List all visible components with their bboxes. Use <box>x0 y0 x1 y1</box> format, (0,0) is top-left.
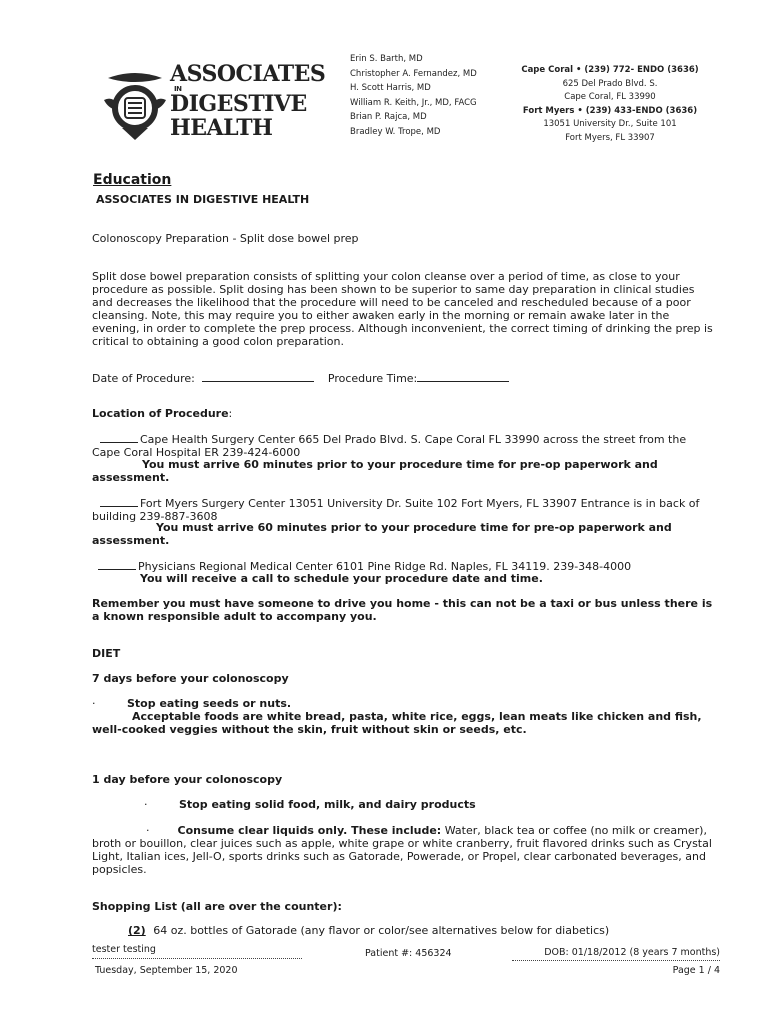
logo-word-in: IN <box>174 85 182 93</box>
logo-word-digestive: DIGESTIVE <box>170 91 307 117</box>
shopping-heading: Shopping List (all are over the counter): <box>92 900 342 913</box>
seven-days-heading: 7 days before your colonoscopy <box>92 672 289 685</box>
location-naples-note: You will receive a call to schedule your procedure date and time. <box>140 572 543 585</box>
one-day-heading: 1 day before your colonoscopy <box>92 773 283 786</box>
clear-liquids-list: Water, black tea or coffee (no milk or creamer), broth or bouillon, clear juices such as apple, white grape or white cranberry, fruit flavored drinks such as Crystal Light, Italian ices, Jell-O, sports drinks such as Gatorade, Powerade, or Propel, clear carbonated beverages, and popsicles. <box>92 824 712 876</box>
doctor-list <box>350 52 477 139</box>
section-title: Education <box>93 172 172 188</box>
location-fortmyers-note: You must arrive 60 minutes prior to your procedure time for pre-op paperwork and assessment. <box>92 521 672 547</box>
logo-word-health: HEALTH <box>170 115 273 141</box>
footer-patient-name: tester testing <box>92 944 302 959</box>
logo-word-associates: ASSOCIATES <box>170 61 326 87</box>
footer-page-number: Page 1 / 4 <box>672 965 720 976</box>
doctor-name: H. Scott Harris, MD <box>350 83 431 93</box>
logo-emblem-icon <box>100 70 170 142</box>
time-label: Procedure Time: <box>327 372 418 385</box>
location-checkbox-blank[interactable] <box>100 432 138 443</box>
doctor-name: Erin S. Barth, MD <box>350 54 423 64</box>
location-option-fortmyers <box>92 496 717 523</box>
stop-seeds-text: Stop eating seeds or nuts. <box>127 697 292 710</box>
location-checkbox-blank[interactable] <box>98 559 136 570</box>
location-option-naples <box>92 559 717 573</box>
footer-print-date: Tuesday, September 15, 2020 <box>95 965 238 976</box>
shopping-item-gatorade <box>92 924 717 937</box>
diet-heading: DIET <box>92 647 121 660</box>
driver-reminder: Remember you must have someone to drive you home - this can not be a taxi or bus unless there is a known responsible adult to accompany you. <box>92 597 713 623</box>
company-name: ASSOCIATES IN DIGESTIVE HEALTH <box>96 193 310 206</box>
fort-myers-phone: Fort Myers • (239) 433-ENDO (3636) <box>522 105 698 116</box>
location-fortmyers-text: Fort Myers Surgery Center 13051 University Dr. Suite 102 Fort Myers, FL 33907 Entrance is in back of building 239-887-3608 <box>92 497 700 523</box>
seeds-bullet-row <box>92 697 717 710</box>
procedure-date-row <box>92 370 717 385</box>
cape-coral-address-line1: 625 Del Prado Blvd. S. <box>562 78 658 89</box>
intro-paragraph: Split dose bowel preparation consists of splitting your colon cleanse over a period of time, as close to your procedure as possible. Split dosing has been shown to be superior to same day preparation in clinical studies and decreases the likelihood that the procedure will need to be canceled and rescheduled because of a poor cleansing. Note, this may require you to either awaken early in the morning or remain awake later in the evening, in order to complete the prep process. Although inconvenient, the correct timing of drinking the prep is critical to obtaining a good colon preparation. <box>92 270 713 348</box>
location-heading <box>92 407 717 420</box>
location-colon: : <box>228 407 233 420</box>
location-naples-text: Physicians Regional Medical Center 6101 Pine Ridge Rd. Naples, FL 34119. 239-348-4000 <box>138 560 632 573</box>
location-label: Location of Procedure <box>92 407 229 420</box>
document-subtitle: Colonoscopy Preparation - Split dose bowel prep <box>92 232 359 245</box>
bullet-icon: · <box>146 824 150 837</box>
fort-myers-address-line2: Fort Myers, FL 33907 <box>565 132 655 143</box>
location-cape-text: Cape Health Surgery Center 665 Del Prado Blvd. S. Cape Coral FL 33990 across the street from the Cape Coral Hospital ER 239-424-6000 <box>92 433 687 459</box>
date-field[interactable] <box>202 370 314 382</box>
clear-liquids-paragraph <box>92 824 717 876</box>
cape-coral-phone: Cape Coral • (239) 772- ENDO (3636) <box>521 65 699 75</box>
logo-wordmark <box>170 62 325 140</box>
cape-coral-address-line2: Cape Coral, FL 33990 <box>564 92 656 102</box>
acceptable-foods-text: Acceptable foods are white bread, pasta, white rice, eggs, lean meats like chicken and fish, well-cooked veggies without the skin, fruit without skin or seeds, etc. <box>92 710 702 736</box>
clear-liquids-label: Consume clear liquids only. These include: <box>177 824 442 837</box>
bullet-icon: · <box>92 697 96 710</box>
doctor-name: William R. Keith, Jr., MD, FACG <box>350 97 477 108</box>
location-checkbox-blank[interactable] <box>100 496 138 507</box>
footer-dob: DOB: 01/18/2012 (8 years 7 months) <box>512 947 720 961</box>
solid-food-bullet-row <box>92 798 717 811</box>
fort-myers-address-line1: 13051 University Dr., Suite 101 <box>543 119 677 129</box>
time-field[interactable] <box>417 370 509 382</box>
doctor-name: Brian P. Rajca, MD <box>350 112 427 122</box>
shopping-item-text: 64 oz. bottles of Gatorade (any flavor or color/see alternatives below for diabetics) <box>153 924 610 937</box>
doctor-name: Christopher A. Fernandez, MD <box>350 68 477 79</box>
footer-patient-number: Patient #: 456324 <box>365 948 452 959</box>
office-contacts <box>505 64 715 145</box>
shopping-qty: (2) <box>128 924 146 937</box>
location-option-cape <box>92 432 717 459</box>
location-cape-note: You must arrive 60 minutes prior to your procedure time for pre-op paperwork and assessment. <box>92 458 658 484</box>
stop-solid-text: Stop eating solid food, milk, and dairy products <box>179 798 476 811</box>
bullet-icon: · <box>144 798 148 811</box>
date-label: Date of Procedure: <box>92 372 195 385</box>
doctor-name: Bradley W. Trope, MD <box>350 126 441 137</box>
